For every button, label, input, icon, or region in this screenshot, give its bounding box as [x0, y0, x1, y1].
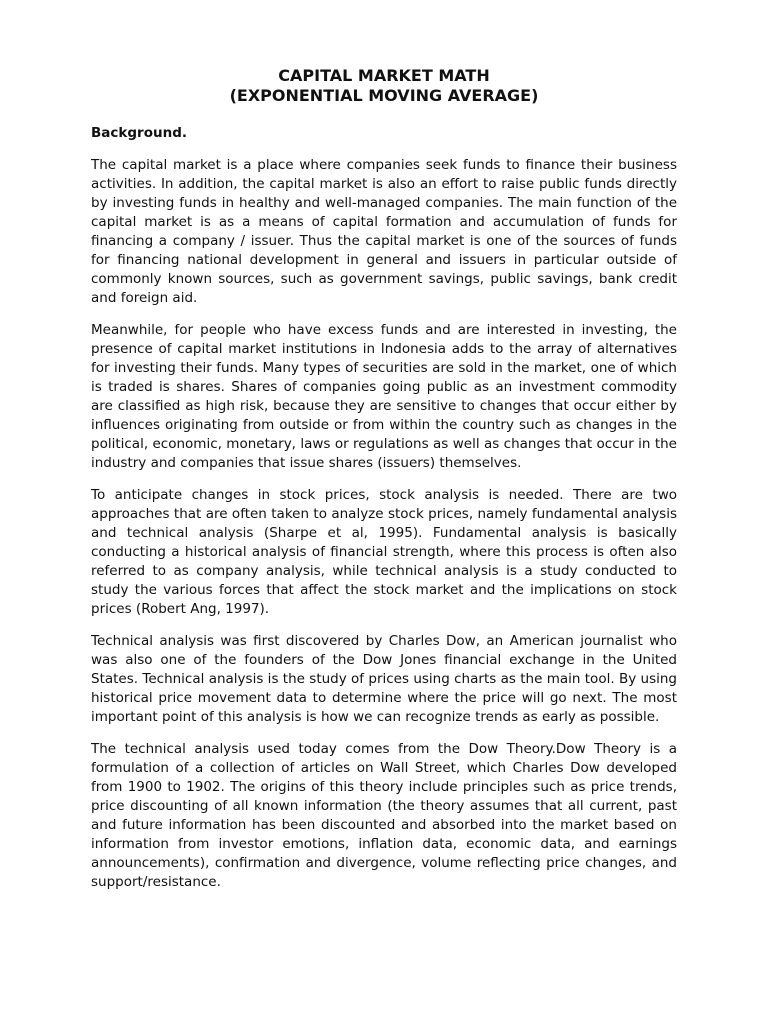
paragraph-3: To anticipate changes in stock prices, stock analysis is needed. There are two approaches that are often taken to analyze stock prices, namely fundamental analysis and technical analysis (Sharpe et al, 1995). Fundamental analysis is basically conducting a historical analysis of financial strength, where this process is often also referred to as company analysis, while technical analysis is a study conducted to study the various forces that affect the stock market and the implications on stock prices (Robert Ang, 1997).	[91, 487, 677, 617]
paragraph-4: Technical analysis was first discovered by Charles Dow, an American journalist who was also one of the founders of the Dow Jones financial exchange in the United States. Technical analysis is the study of prices using charts as the main tool. By using historical price movement data to determine where the price will go next. The most important point of this analysis is how we can recognize trends as early as possible.	[91, 633, 677, 725]
section-heading-background: Background.	[91, 125, 187, 141]
document-page	[91, 66, 677, 892]
title-line-1: CAPITAL MARKET MATH	[278, 66, 490, 85]
paragraph-5: The technical analysis used today comes from the Dow Theory.Dow Theory is a formulation of a collection of articles on Wall Street, which Charles Dow developed from 1900 to 1902. The origins of this theory include principles such as price trends, price discounting of all known information (the theory assumes that all current, past and future information has been discounted and absorbed into the market based on information from investor emotions, inflation data, economic data, and earnings announcements), confirmation and divergence, volume reflecting price changes, and support/resistance.	[91, 741, 677, 890]
paragraph-1: The capital market is a place where companies seek funds to finance their business activities. In addition, the capital market is also an effort to raise public funds directly by investing funds in healthy and well-managed companies. The main function of the capital market is as a means of capital formation and accumulation of funds for financing a company / issuer. Thus the capital market is one of the sources of funds for financing national development in general and issuers in particular outside of commonly known sources, such as government savings, public savings, bank credit and foreign aid.	[91, 157, 677, 306]
paragraph-2: Meanwhile, for people who have excess funds and are interested in investing, the presence of capital market institutions in Indonesia adds to the array of alternatives for investing their funds. Many types of securities are sold in the market, one of which is traded is shares. Shares of companies going public as an investment commodity are classified as high risk, because they are sensitive to changes that occur either by influences originating from outside or from within the country such as changes in the political, economic, monetary, laws or regulations as well as changes that occur in the industry and companies that issue shares (issuers) themselves.	[91, 322, 677, 471]
document-title	[91, 66, 677, 106]
title-line-2: (EXPONENTIAL MOVING AVERAGE)	[229, 86, 539, 105]
